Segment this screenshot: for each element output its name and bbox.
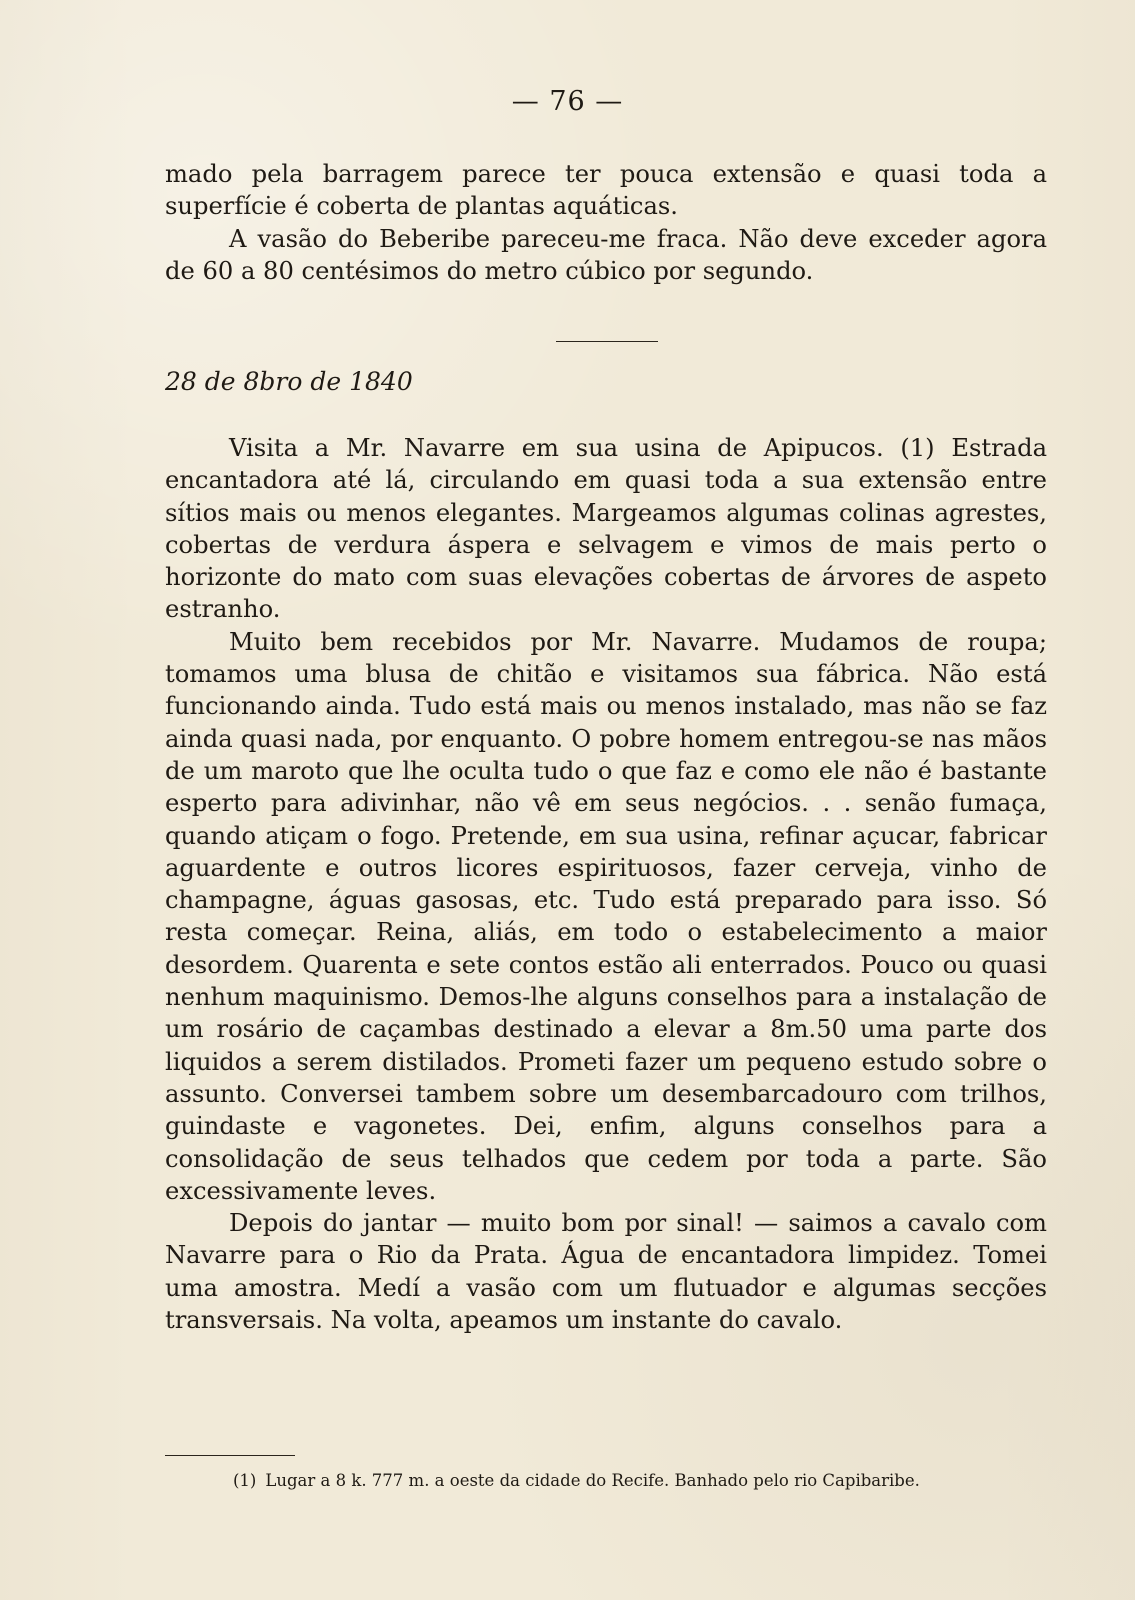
main-text-block [165,432,1047,1336]
section-divider [556,341,658,342]
footnote-divider [165,1455,295,1456]
footnote-text: Lugar a 8 k. 777 m. a oeste da cidade do Recife. Banhado pelo rio Capibaribe. [265,1471,920,1490]
paragraph-factory: Muito bem recebidos por Mr. Navarre. Mudamos de roupa; tomamos uma blusa de chitão e visitamos sua fábrica. Não está funcionando ainda. Tudo está mais ou menos instalado, mas não se faz ainda quasi nada, por enquanto. O pobre homem entregou-se nas mãos de um maroto que lhe oculta tudo o que faz e como ele não é bastante esperto para adivinhar, não vê em seus negócios. . . senão fumaça, quando atiçam o fogo. Pretende, em sua usina, refinar açucar, fabricar aguardente e outros licores espirituosos, fazer cerveja, vinho de champagne, águas gasosas, etc. Tudo está preparado para isso. Só resta começar. Reina, aliás, em todo o estabelecimento a maior desordem. Quarenta e sete contos estão ali enterrados. Pouco ou quasi nenhum maquinismo. Demos-lhe alguns conselhos para a instalação de um rosário de caçambas destinado a elevar a 8m.50 uma parte dos liquidos a serem distilados. Prometi fazer um pequeno estudo sobre o assunto. Conversei tambem sobre um desembarcadouro com trilhos, guindaste e vagonetes. Dei, enfim, alguns conselhos para a consolidação de seus telhados que cedem por toda a parte. São excessivamente leves. [165,627,1047,1205]
paragraph-visit: Visita a Mr. Navarre em sua usina de Apipucos. (1) Estrada encantadora até lá, circulando em quasi toda a sua extensão entre sítios mais ou menos elegantes. Margeamos algumas colinas agrestes, cobertas de verdura áspera e selvagem e vimos de mais perto o horizonte do mato com suas elevações cobertas de árvores de aspeto estranho. [165,434,1047,624]
date-heading: 28 de 8bro de 1840 [165,367,413,396]
footnote [233,1470,920,1492]
top-text-block [165,158,1047,287]
paragraph-continuation: mado pela barragem parece ter pouca extensão e quasi toda a superfície é coberta de plantas aquáticas. [165,160,1047,221]
page-number: — 76 — [511,86,624,117]
footnote-marker: (1) [233,1471,257,1490]
paragraph-after-dinner: Depois do jantar — muito bom por sinal! — saimos a cavalo com Navarre para o Rio da Prata. Água de encantadora limpidez. Tomei uma amostra. Medí a vasão com um flutuador e algumas secções transversais. Na volta, apeamos um instante do cavalo. [165,1209,1047,1335]
paragraph-beberibe-flow: A vasão do Beberibe pareceu-me fraca. Não deve exceder agora de 60 a 80 centésimos do metro cúbico por segundo. [165,224,1047,285]
